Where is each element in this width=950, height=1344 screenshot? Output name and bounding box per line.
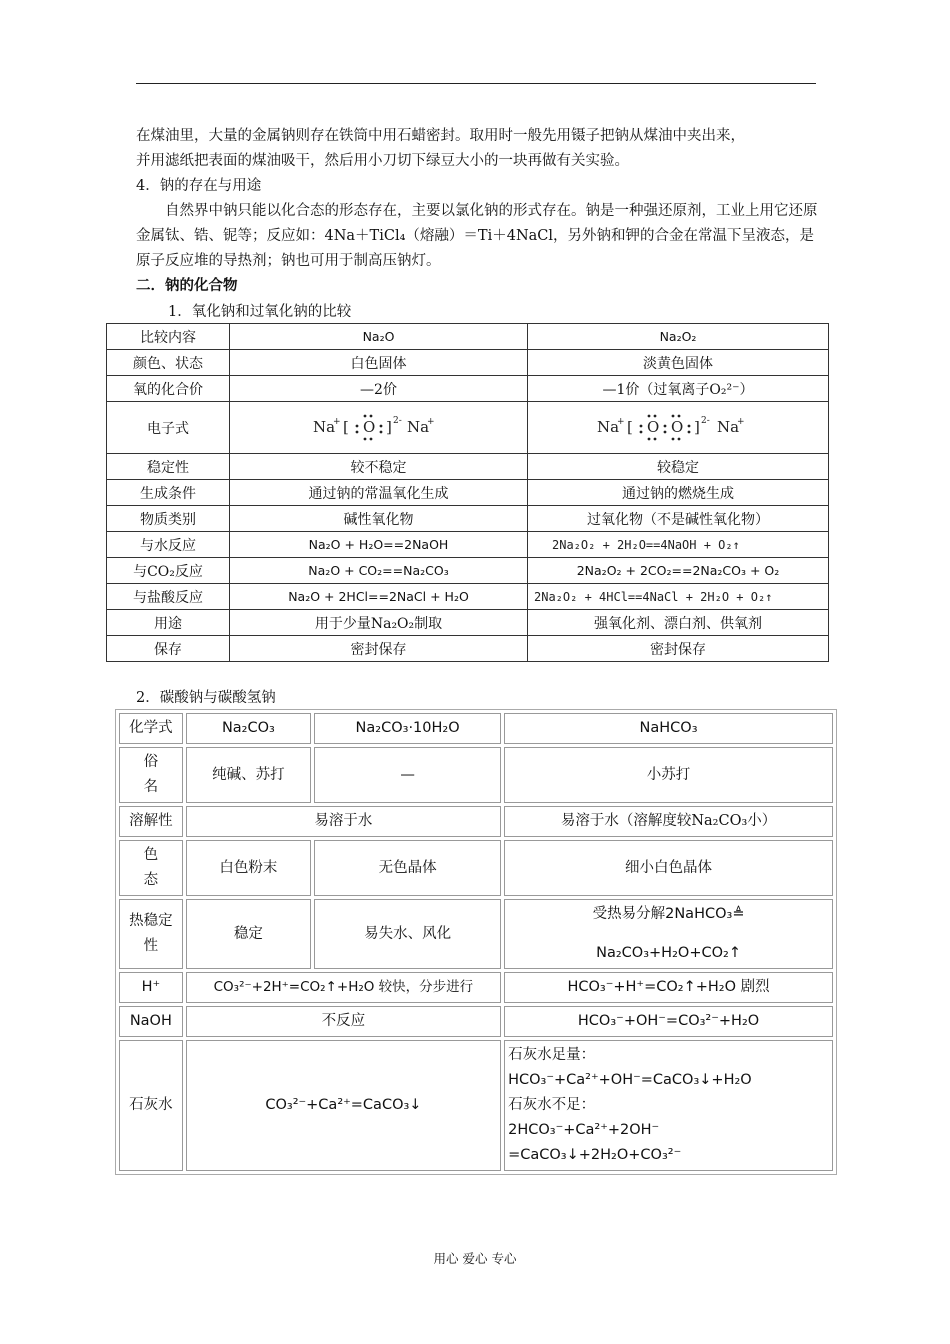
cell: 较稳定 [528,454,829,480]
cell: 比较内容 [107,324,230,350]
para1-line2: 并用滤纸把表面的煤油吸干，然后用小刀切下绿豆大小的一块再做有关实验。 [136,153,629,169]
cell: HCO₃⁻+H⁺=CO₂↑+H₂O 剧烈 [504,972,833,1003]
cell: 密封保存 [230,636,528,662]
table-row [119,972,833,1003]
svg-text:]: ] [385,417,392,436]
table-row [119,1006,833,1037]
cell: Na₂CO₃ [186,713,311,744]
svg-text:]: ] [694,417,700,436]
table-row [119,713,833,744]
table-row [107,610,829,636]
svg-text:+: + [737,416,745,427]
cell: HCO₃⁻+OH⁻=CO₃²⁻+H₂O [504,1006,833,1037]
cell: CO₃²⁻+Ca²⁺=CaCO₃↓ [186,1040,501,1171]
cell: Na₂O₂ [528,324,829,350]
cell: Na₂CO₃·10H₂O [314,713,501,744]
cell: 强氧化剂、漂白剂、供氧剂 [528,610,829,636]
table-row [107,324,829,350]
decomposition-line1: 受热易分解2NaHCO₃≜ [592,906,745,922]
svg-text:Na: Na [406,417,429,436]
cell: 电子式 [107,402,230,454]
table-row [107,402,829,454]
limewater-deficient-label: 石灰水不足： [508,1097,596,1113]
electron-dot-diagram-icon [309,410,449,446]
cell: 用于少量Na₂O₂制取 [230,610,528,636]
cell: Na₂O + H₂O==2NaOH [230,532,528,558]
svg-text:2-: 2- [701,415,710,426]
cell: 2Na₂O₂ + 2H₂O==4NaOH + O₂↑ [528,532,829,558]
cell: 石灰水 [119,1040,183,1171]
svg-text:[: [ [627,417,633,436]
svg-text:Na: Na [597,417,620,436]
cell: 细小白色晶体 [504,840,833,896]
cell: 密封保存 [528,636,829,662]
table-row [107,584,829,610]
cell: 淡黄色固体 [528,350,829,376]
cell: 颜色、状态 [107,350,230,376]
svg-text:Na: Na [717,417,740,436]
cell: 色态 [119,840,183,896]
cell: Na₂O + 2HCl==2NaCl + H₂O [230,584,528,610]
limewater-deficient-eq2: =CaCO₃↓+2H₂O+CO₃²⁻ [508,1147,682,1163]
cell: Na₂O + CO₂==Na₂CO₃ [230,558,528,584]
table-row [107,480,829,506]
cell: 白色固体 [230,350,528,376]
limewater-excess-label: 石灰水足量： [508,1047,596,1063]
cell [504,899,833,969]
cell: 氧的化合价 [107,376,230,402]
table-row [119,806,833,837]
cell: CO₃²⁻+2H⁺=CO₂↑+H₂O 较快，分步进行 [186,972,501,1003]
cell: 与盐酸反应 [107,584,230,610]
limewater-excess-eq: HCO₃⁻+Ca²⁺+OH⁻=CaCO₃↓+H₂O [508,1072,752,1088]
cell: 与水反应 [107,532,230,558]
svg-text:O: O [671,417,684,436]
table1-caption: 1．氧化钠和过氧化钠的比较 [168,304,352,320]
electron-formula-na2o2 [528,402,829,454]
table-row [107,636,829,662]
cell: 溶解性 [119,806,183,837]
page-footer: 用心 爱心 专心 [433,1251,517,1266]
cell: 俗名 [119,747,183,803]
cell: 稳定 [186,899,311,969]
cell: 2Na₂O₂ + 2CO₂==2Na₂CO₃ + O₂ [528,558,829,584]
svg-text:[: [ [342,417,349,436]
cell: —2价 [230,376,528,402]
table-row [107,506,829,532]
svg-text:Na: Na [312,417,335,436]
cell: —1价（过氧离子O₂²⁻） [528,376,829,402]
section4-title: 4．钠的存在与用途 [136,178,262,194]
table-row [107,350,829,376]
limewater-deficient-eq1: 2HCO₃⁻+Ca²⁺+2OH⁻ [508,1122,660,1138]
cell: 保存 [107,636,230,662]
svg-text:2-: 2- [392,415,402,426]
cell: 用途 [107,610,230,636]
cell: 与CO₂反应 [107,558,230,584]
section2-title: 二．钠的化合物 [136,278,238,294]
cell: 较不稳定 [230,454,528,480]
cell [504,1040,833,1171]
svg-text:+: + [426,416,435,427]
cell: 纯碱、苏打 [186,747,311,803]
cell: 物质类别 [107,506,230,532]
electron-formula-na2o [230,402,528,454]
cell: 易溶于水（溶解度较Na₂CO₃小） [504,806,833,837]
cell: H⁺ [119,972,183,1003]
cell: 过氧化物（不是碱性氧化物） [528,506,829,532]
table-row [119,840,833,896]
cell: NaHCO₃ [504,713,833,744]
cell: 不反应 [186,1006,501,1037]
cell: 热稳定性 [119,899,183,969]
cell: 通过钠的常温氧化生成 [230,480,528,506]
table-row [107,532,829,558]
cell: 稳定性 [107,454,230,480]
cell: 通过钠的燃烧生成 [528,480,829,506]
table-row [107,558,829,584]
cell: 小苏打 [504,747,833,803]
decomposition-line2: Na₂CO₃+H₂O+CO₂↑ [596,945,741,961]
table-row [107,454,829,480]
svg-text:O: O [647,417,660,436]
cell: 易溶于水 [186,806,501,837]
cell: 化学式 [119,713,183,744]
table-row [119,1040,833,1171]
para2: 自然界中钠只能以化合态的形态存在，主要以氯化钠的形式存在。钠是一种强还原剂，工业上用它还原金属钛、锆、铌等；反应如：4Na＋TiCl₄（熔融）＝Ti＋4NaCl，另外钠和钾的合金在常温下呈液态，是原子反应堆的导热剂；钠也可用于制高压钠灯。 [136,203,818,269]
cell: 易失水、风化 [314,899,501,969]
table-row [119,899,833,969]
table-carbonate-comparison [115,709,837,1175]
svg-text:+: + [332,416,341,427]
intro-text [136,124,822,299]
para1-line1: 在煤油里，大量的金属钠则存在铁筒中用石蜡密封。取用时一般先用镊子把钠从煤油中夹出来， [136,128,745,144]
cell: 碱性氧化物 [230,506,528,532]
table-row [107,376,829,402]
cell: — [314,747,501,803]
cell: Na₂O [230,324,528,350]
svg-text:+: + [617,416,625,427]
header-rule [136,83,816,84]
cell: 白色粉末 [186,840,311,896]
svg-text:O: O [362,417,375,436]
cell: 生成条件 [107,480,230,506]
cell: 2Na₂O₂ + 4HCl==4NaCl + 2H₂O + O₂↑ [528,584,829,610]
table-oxide-comparison [106,323,829,662]
table2-caption: 2．碳酸钠与碳酸氢钠 [136,690,276,706]
electron-dot-diagram-icon [593,410,763,446]
cell: NaOH [119,1006,183,1037]
cell: 无色晶体 [314,840,501,896]
table-row [119,747,833,803]
